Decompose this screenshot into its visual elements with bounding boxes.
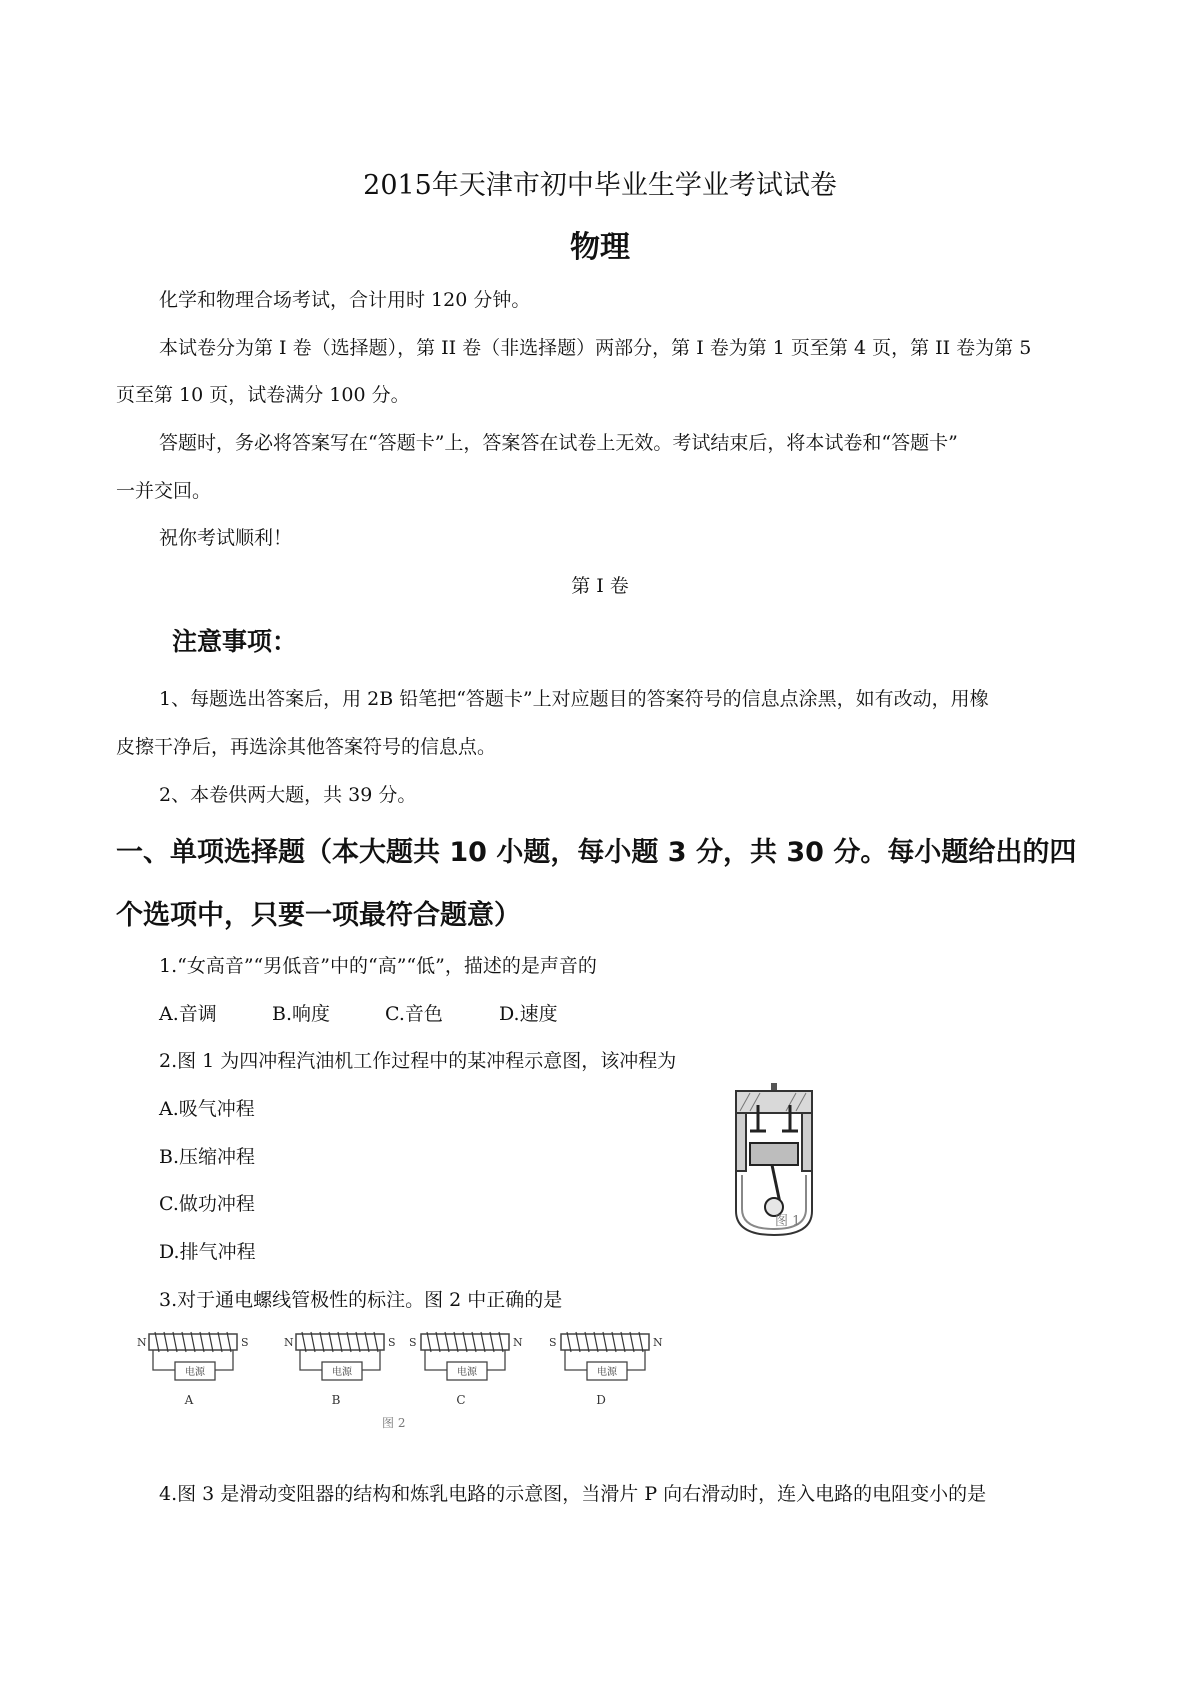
question-1-option-c: C.音色 [385, 1003, 443, 1025]
right-pole-label: N [653, 1336, 663, 1349]
question-1-option-d: D.速度 [499, 1003, 558, 1025]
right-pole-label: N [513, 1336, 523, 1349]
intro-paragraph-1: 化学和物理合场考试，合计用时 120 分钟。 [159, 289, 531, 311]
piston-icon [750, 1143, 798, 1165]
panel-label: C [456, 1393, 466, 1407]
right-pole-label: S [241, 1336, 249, 1349]
power-source-label: 电源 [332, 1367, 352, 1378]
right-pole-label: S [388, 1336, 396, 1349]
volume-label: 第 I 卷 [571, 575, 629, 597]
subject-heading: 物理 [570, 230, 630, 265]
question-1-stem: 1.“女高音”“男低音”中的“高”“低”，描述的是声音的 [159, 955, 597, 977]
question-2-stem: 2.图 1 为四冲程汽油机工作过程中的某冲程示意图，该冲程为 [159, 1050, 677, 1072]
solenoid-panel-a [133, 1328, 258, 1427]
left-pole-label: S [549, 1336, 557, 1349]
solenoid-panel-d [545, 1328, 670, 1427]
question-2-option-d: D.排气冲程 [159, 1241, 256, 1263]
solenoid-diagram [405, 1328, 530, 1423]
solenoid-panel-b [280, 1328, 405, 1427]
note-1-line-2: 皮擦干净后，再选涂其他答案符号的信息点。 [116, 736, 497, 758]
panel-label: A [184, 1393, 194, 1407]
figure-1-caption: 图 1 [775, 1214, 801, 1229]
left-pole-label: N [284, 1336, 294, 1349]
note-1-line-1: 1、每题选出答案后，用 2B 铅笔把“答题卡”上对应题目的答案符号的信息点涂黑，如有改动，用橡 [159, 688, 989, 710]
question-1-option-b: B.响度 [272, 1003, 331, 1025]
note-2: 2、本卷供两大题，共 39 分。 [159, 784, 417, 806]
power-source-label: 电源 [597, 1367, 617, 1378]
question-4-stem: 4.图 3 是滑动变阻器的结构和炼乳电路的示意图，当滑片 P 向右滑动时，连入电路的电阻变小的是 [159, 1483, 987, 1505]
power-source-label: 电源 [185, 1367, 205, 1378]
figure-2-caption: 图 2 [382, 1416, 406, 1430]
left-pole-label: S [409, 1336, 417, 1349]
power-source-label: 电源 [457, 1367, 477, 1378]
section-1-heading-line-2: 个选项中，只要一项最符合题意） [116, 900, 521, 931]
panel-label: D [596, 1393, 606, 1407]
exam-title: 2015年天津市初中毕业生学业考试试卷 [363, 170, 837, 201]
question-2-option-c: C.做功冲程 [159, 1193, 255, 1215]
notes-heading: 注意事项： [172, 627, 298, 656]
solenoid-diagram [133, 1328, 258, 1423]
question-2-option-b: B.压缩冲程 [159, 1146, 256, 1168]
left-pole-label: N [137, 1336, 147, 1349]
question-1-option-a: A.音调 [159, 1003, 217, 1025]
panel-label: B [331, 1393, 341, 1407]
question-3-stem: 3.对于通电螺线管极性的标注。图 2 中正确的是 [159, 1289, 563, 1311]
intro-paragraph-2-line-1: 本试卷分为第 I 卷（选择题），第 II 卷（非选择题）两部分，第 I 卷为第 1 页至第 4 页，第 II 卷为第 5 [159, 337, 1032, 359]
solenoid-panel-c [405, 1328, 530, 1427]
intro-paragraph-3-line-2: 一并交回。 [116, 480, 212, 502]
solenoid-diagram [280, 1328, 405, 1423]
intro-paragraph-2-line-2: 页至第 10 页，试卷满分 100 分。 [116, 384, 410, 406]
intro-greeting: 祝你考试顺利！ [159, 527, 293, 549]
question-2-option-a: A.吸气冲程 [159, 1098, 255, 1120]
solenoid-diagram [545, 1328, 670, 1423]
intro-paragraph-3-line-1: 答题时，务必将答案写在“答题卡”上，答案答在试卷上无效。考试结束后，将本试卷和“答题卡” [159, 432, 958, 454]
section-1-heading-line-1: 一、单项选择题（本大题共 10 小题，每小题 3 分，共 30 分。每小题给出的四 [116, 837, 1077, 868]
